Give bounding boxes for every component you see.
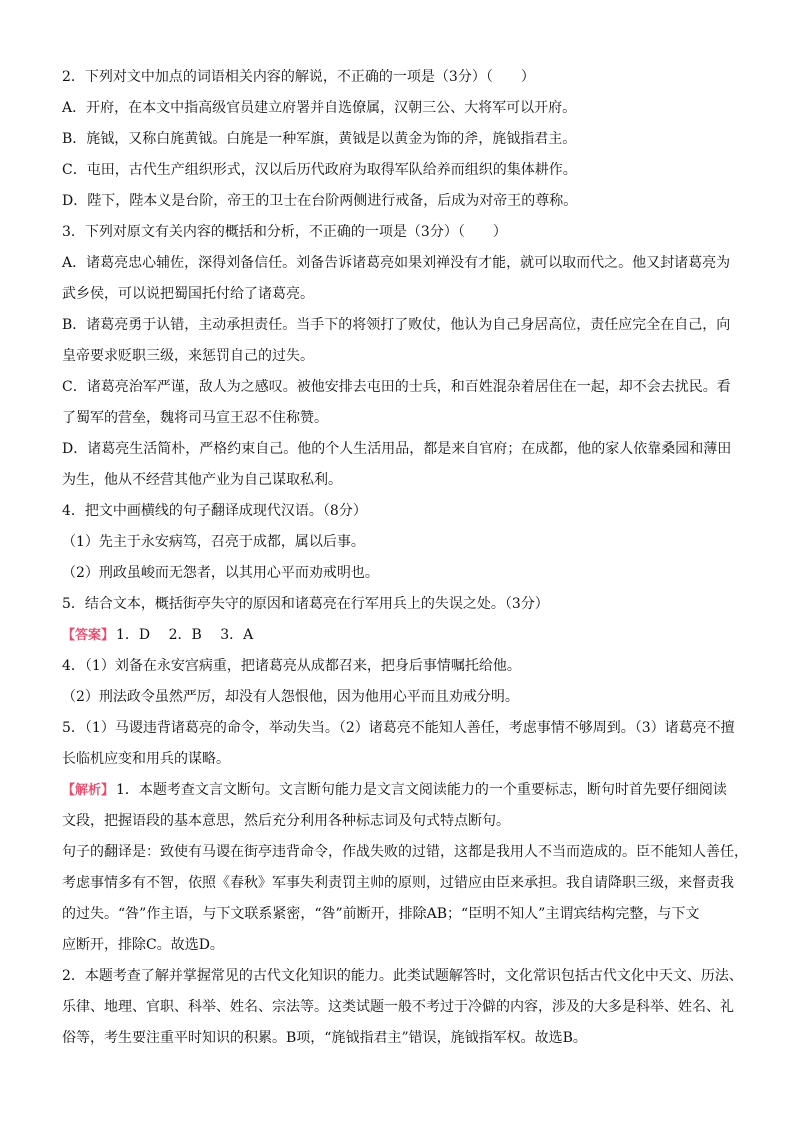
analysis-p3-line2: 乐律、地理、官职、科举、姓名、宗法等。这类试题一般不考过于冷僻的内容，涉及的大多是科举、姓名、礼 — [62, 999, 734, 1015]
question-3-option-a-line2: 武乡侯，可以说把蜀国托付给了诸葛亮。 — [62, 286, 314, 302]
answer-5-line1: 5．（1）马谡违背诸葛亮的命令，举动失当。（2）诸葛亮不能知人善任，考虑事情不够周到。（3）诸葛亮不擅 — [62, 720, 735, 736]
question-3-option-b-line1: B．诸葛亮勇于认错，主动承担责任。当手下的将领打了败仗，他认为自己身居高位，责任应完全在自己，向 — [62, 317, 731, 333]
answer-heading — [62, 620, 748, 651]
question-3-option-d-line1: D．诸葛亮生活简朴，严格约束自己。他的个人生活用品，都是来自官府；在成都，他的家人依靠桑园和薄田 — [62, 441, 732, 457]
answer-tag: 【答案】 — [62, 628, 115, 643]
analysis-p2-line1: 句子的翻译是：致使有马谡在街亭违背命令，作战失败的过错，这都是我用人不当而造成的。臣不能知人善任， — [62, 844, 748, 860]
question-5-stem: 5．结合文本，概括街亭失守的原因和诸葛亮在行军用兵上的失误之处。（3分） — [62, 596, 549, 612]
question-3-option-d-line2: 为生，他从不经营其他产业为自己谋取私利。 — [62, 472, 342, 488]
analysis-p3-line3: 俗等，考生要注重平时知识的积累。B项，“旄钺指君主”错误，旄钺指军权。故选B。 — [62, 1030, 587, 1046]
analysis-p2-line2: 考虑事情多有不智，依照《春秋》军事失利责罚主帅的原则，过错应由臣来承担。我自请降职三级，来督责我 — [62, 875, 734, 891]
analysis-heading — [62, 775, 748, 806]
question-4-sentence-2: （2）刑政虽峻而无怨者，以其用心平而劝戒明也。 — [62, 565, 379, 581]
question-2-option-d: D．陛下，陛本义是台阶，帝王的卫士在台阶两侧进行戒备，后成为对帝王的尊称。 — [62, 193, 578, 209]
answer-5-line2: 长临机应变和用兵的谋略。 — [62, 751, 230, 767]
analysis-p1-line2: 文段，把握语段的基本意思，然后充分利用各种标志词及句式特点断句。 — [62, 813, 510, 829]
document-page — [62, 62, 748, 1054]
answer-choices: 1．D 2．B 3．A — [116, 627, 254, 643]
analysis-p3-line1: 2．本题考查了解并掌握常见的古代文化知识的能力。此类试题解答时，文化常识包括古代文化中天文、历法、 — [62, 968, 743, 984]
question-3-option-b-line2: 皇帝要求贬职三级，来惩罚自己的过失。 — [62, 348, 314, 364]
question-3-stem: 3．下列对原文有关内容的概括和分析，不正确的一项是（3分）（ ） — [62, 224, 507, 240]
question-3-option-c-line2: 了蜀军的营垒，魏将司马宣王忍不住称赞。 — [62, 410, 328, 426]
question-4-sentence-1: （1）先主于永安病笃，召亮于成都，属以后事。 — [62, 534, 365, 550]
analysis-p1-line1: 1．本题考查文言文断句。文言断句能力是文言文阅读能力的一个重要标志，断句时首先要仔细阅读 — [116, 782, 727, 798]
question-3-option-a-line1: A．诸葛亮忠心辅佐，深得刘备信任。刘备告诉诸葛亮如果刘禅没有才能，就可以取而代之。他又封诸葛亮为 — [62, 255, 731, 271]
analysis-p2-line4: 应断开，排除C。故选D。 — [62, 937, 224, 953]
question-2-option-b: B．旄钺，又称白旄黄钺。白旄是一种军旗，黄钺是以黄金为饰的斧，旄钺指君主。 — [62, 131, 577, 147]
question-4-stem: 4．把文中画横线的句子翻译成现代汉语。（8分） — [62, 503, 367, 519]
analysis-p2-line3: 的过失。“咎”作主语，与下文联系紧密，“咎”前断开，排除AB；“臣明不知人”主谓宾结构完整，与下文 — [62, 906, 700, 922]
analysis-tag: 【解析】 — [62, 783, 115, 798]
answer-4-line2: （2）刑法政令虽然严厉，却没有人怨恨他，因为他用心平而且劝戒分明。 — [62, 689, 519, 705]
question-2-option-c: C．屯田，古代生产组织形式，汉以后历代政府为取得军队给养而组织的集体耕作。 — [62, 162, 577, 178]
question-2-stem: 2．下列对文中加点的词语相关内容的解说，不正确的一项是（3分）（ ） — [62, 69, 535, 85]
question-2-option-a: A．开府，在本文中指高级官员建立府署并自选僚属，汉朝三公、大将军可以开府。 — [62, 100, 577, 116]
question-3-option-c-line1: C．诸葛亮治军严谨，敌人为之感叹。被他安排去屯田的士兵，和百姓混杂着居住在一起，却不会去扰民。看 — [62, 379, 731, 395]
answer-4-line1: 4．（1）刘备在永安宫病重，把诸葛亮从成都召来，把身后事情嘱托给他。 — [62, 658, 521, 674]
